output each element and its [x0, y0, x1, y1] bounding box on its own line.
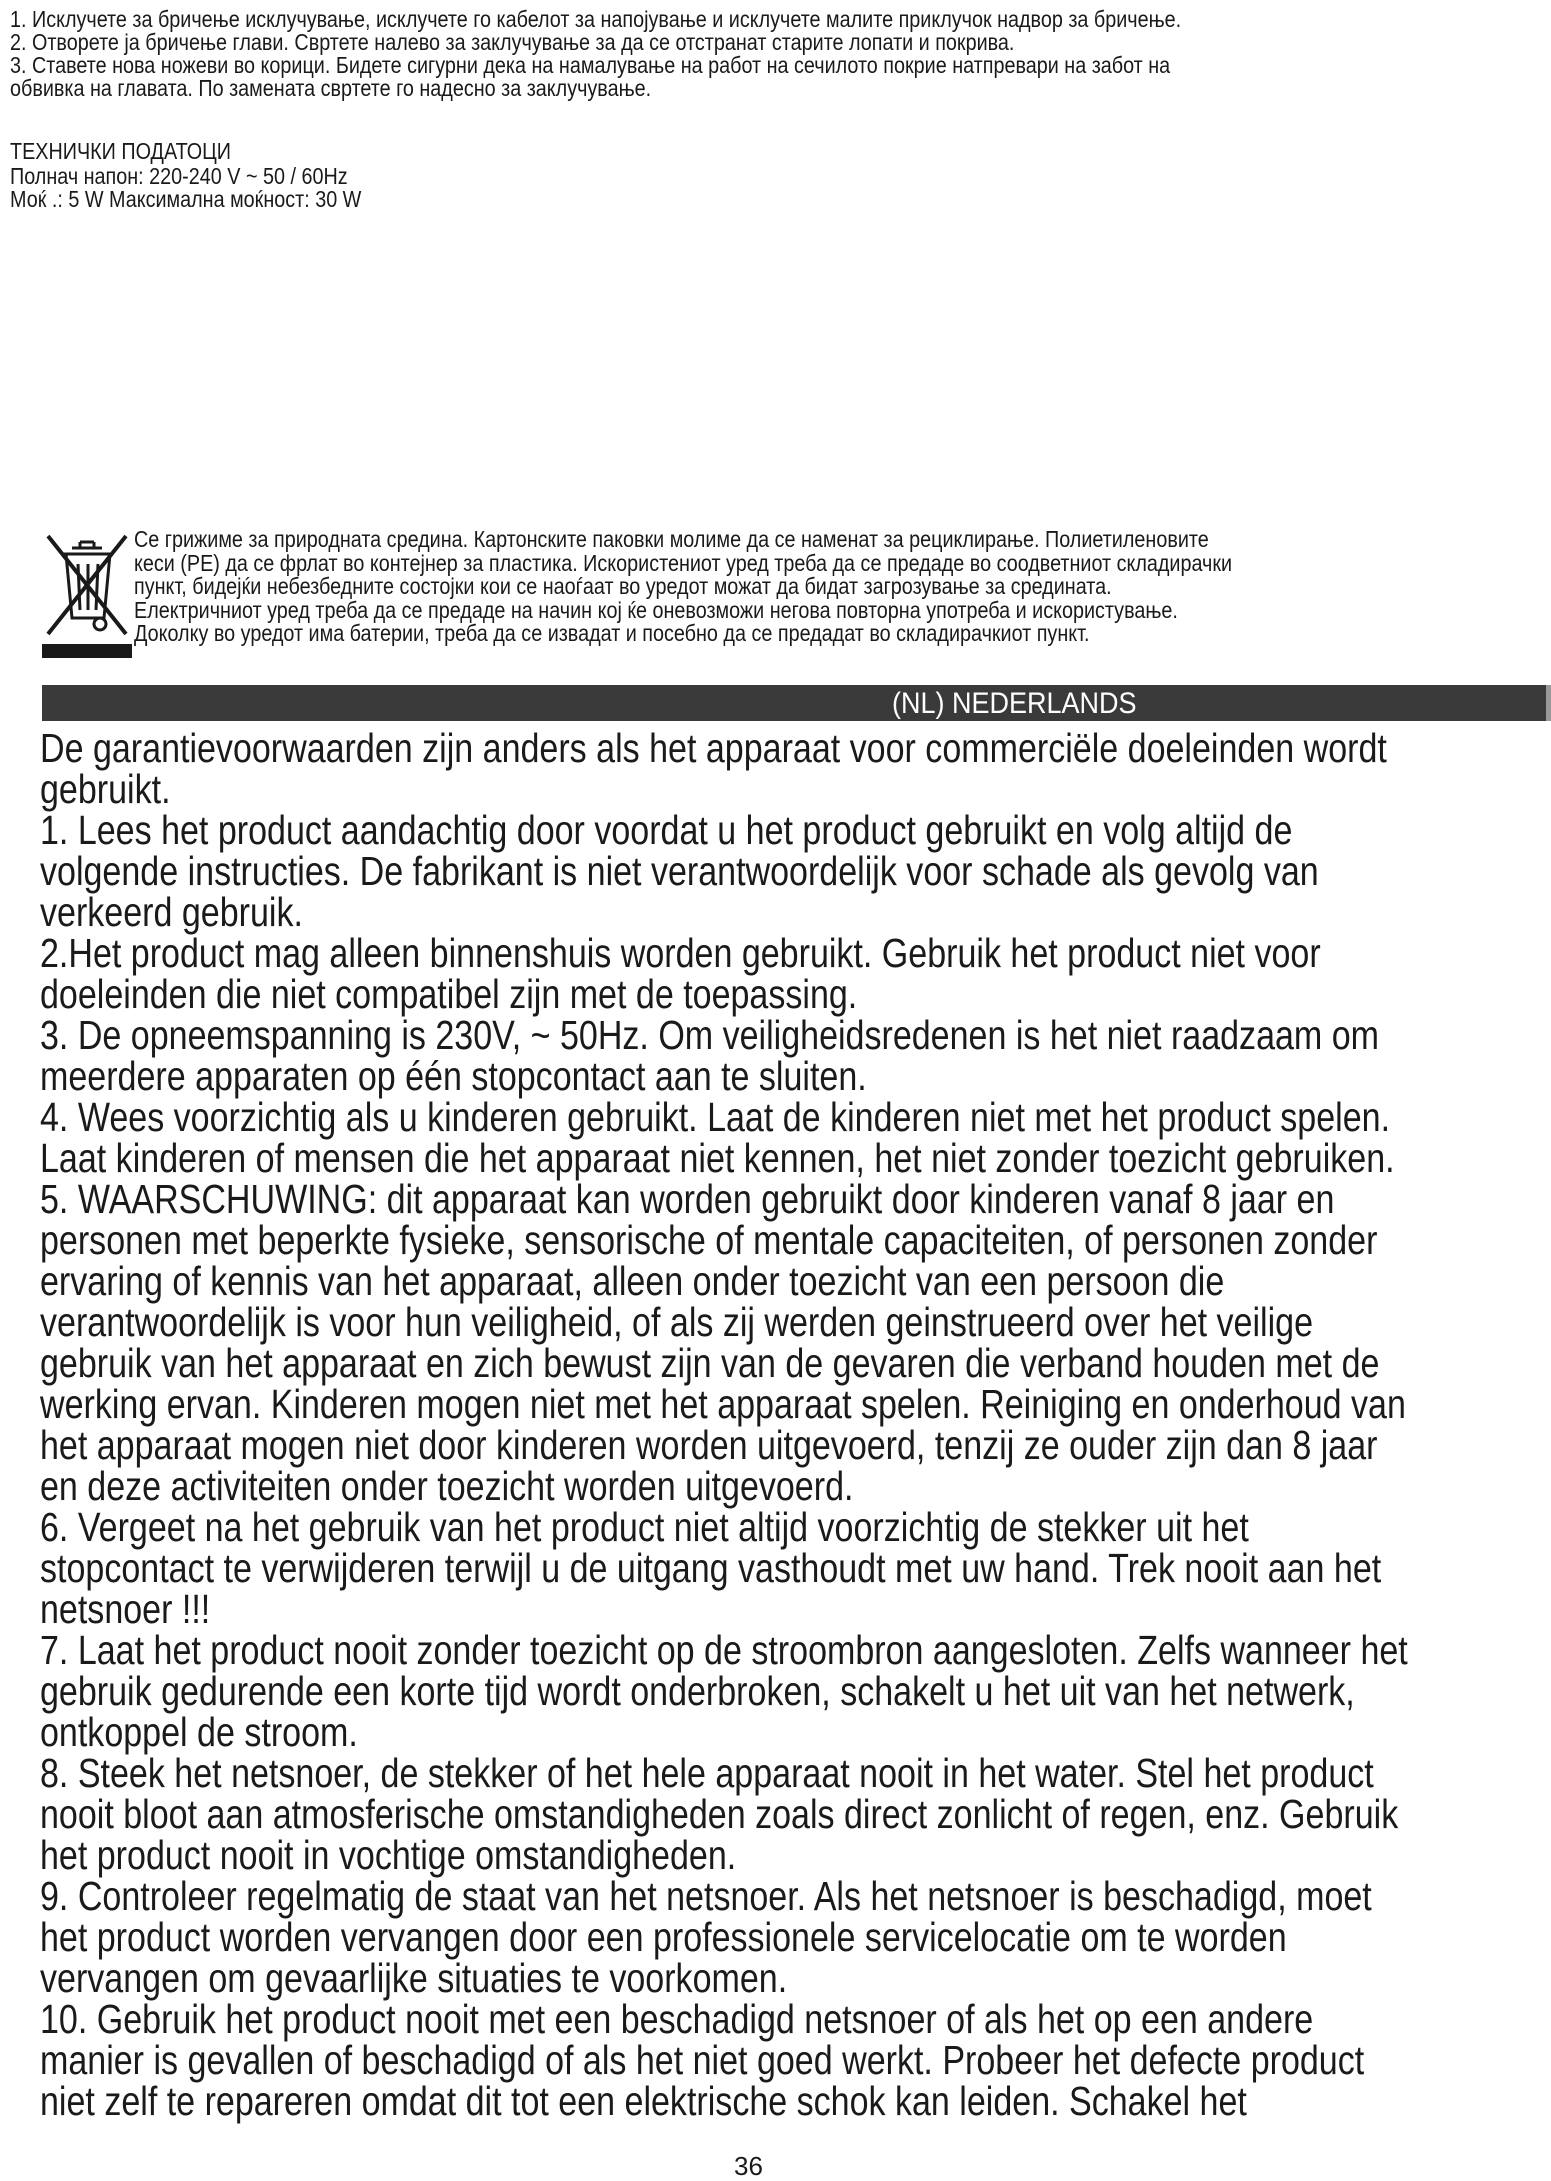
spec-line: Полнач напон: 220-240 V ~ 50 / 60Hz — [10, 163, 348, 189]
mk-instruction-line: обвивка на главата. По замената свртете го надесно за заклучување. — [10, 75, 652, 101]
nl-line: het product nooit in vochtige omstandigheden. — [40, 1832, 737, 1878]
mk-instruction-line: 3. Ставете нова ножеви во корици. Бидете сигурни дека на намалување на работ на сечилото покрие натпревари на забот на — [10, 52, 1171, 78]
recycling-line: пункт, бидејќи небезбедните состојки кои се наоѓаат во уредот можат да бидат загрозување за средината. — [134, 573, 1112, 600]
nl-line: gebruik gedurende een korte tijd wordt onderbroken, schakelt u het uit van het netwerk, — [40, 1668, 1355, 1714]
nl-line: het product worden vervangen door een professionele servicelocatie om te worden — [40, 1914, 1287, 1960]
nl-line: 9. Controleer regelmatig de staat van het netsnoer. Als het netsnoer is beschadigd, moet — [40, 1873, 1372, 1919]
nl-line: werking ervan. Kinderen mogen niet met het apparaat spelen. Reiniging en onderhoud van — [40, 1381, 1406, 1427]
language-title: (NL) NEDERLANDS — [892, 687, 1137, 720]
mk-technical-data — [10, 140, 1510, 211]
nl-line: ervaring of kennis van het apparaat, alleen onder toezicht van een persoon die — [40, 1258, 1225, 1304]
nl-line: 10. Gebruik het product nooit met een beschadigd netsnoer of als het op een andere — [40, 1996, 1314, 2042]
nl-line: gebruikt. — [40, 766, 171, 812]
bin-underline-bar — [42, 644, 132, 658]
nl-instructions-body — [40, 725, 1540, 2124]
mk-instruction-line: 1. Исклучете за бричење исклучување, исклучете го кабелот за напојување и исклучете малите приклучок надвор за бричење. — [10, 6, 1182, 32]
nl-line: 7. Laat het product nooit zonder toezicht op de stroombron aangesloten. Zelfs wanneer het — [40, 1627, 1408, 1673]
recycling-line: Електричниот уред треба да се предаде на начин кој ќе оневозможи негова повторна употреба и искористување. — [134, 596, 1178, 623]
nl-line: 1. Lees het product aandachtig door voordat u het product gebruikt en volg altijd de — [40, 807, 1293, 853]
crossed-out-wheelie-bin-icon — [42, 530, 132, 640]
language-section-header — [42, 685, 1551, 721]
nl-line: 8. Steek het netsnoer, de stekker of het hele apparaat nooit in het water. Stel het product — [40, 1750, 1374, 1796]
recycling-line: Се грижиме за природната средина. Картонските паковки молиме да се наменат за рециклирање. Полиетиленовите — [134, 526, 1209, 552]
nl-line: verantwoordelijk is voor hun veiligheid, of als zij werden geinstrueerd over het veilige — [40, 1299, 1314, 1345]
spec-line: Моќ .: 5 W Максимална моќност: 30 W — [10, 186, 362, 212]
nl-line: doeleinden die niet compatibel zijn met de toepassing. — [40, 971, 858, 1017]
spec-heading: ТЕХНИЧКИ ПОДАТОЦИ — [10, 138, 232, 164]
mk-instruction-line: 2. Отворете ја бричење глави. Свртете налево за заклучување за да се отстранат старите лопати и покрива. — [10, 29, 1015, 55]
nl-line: 3. De opneemspanning is 230V, ~ 50Hz. Om veiligheidsredenen is het niet raadzaam om — [40, 1012, 1380, 1058]
nl-line: het apparaat mogen niet door kinderen worden uitgevoerd, tenzij ze ouder zijn dan 8 jaar — [40, 1422, 1378, 1468]
mk-instructions — [10, 8, 1510, 100]
recycling-text — [134, 528, 1411, 646]
nl-line: ontkoppel de stroom. — [40, 1709, 358, 1755]
recycling-line: кеси (PE) да се фрлат во контејнер за пластика. Искористениот уред треба да се предаде во соодветниот складирачки — [134, 549, 1233, 576]
nl-line: volgende instructies. De fabrikant is niet verantwoordelijk voor schade als gevolg van — [40, 848, 1319, 894]
page-number: 36 — [734, 2151, 763, 2181]
nl-line: 4. Wees voorzichtig als u kinderen gebruikt. Laat de kinderen niet met het product spelen. — [40, 1094, 1391, 1140]
nl-line: manier is gevallen of beschadigd of als het niet goed werkt. Probeer het defecte product — [40, 2037, 1365, 2083]
nl-line: 2.Het product mag alleen binnenshuis worden gebruikt. Gebruik het product niet voor — [40, 930, 1321, 976]
nl-line: vervangen om gevaarlijke situaties te voorkomen. — [40, 1955, 788, 2001]
nl-line: Laat kinderen of mensen die het apparaat niet kennen, het niet zonder toezicht gebruiken. — [40, 1135, 1395, 1181]
recycling-line: Доколку во уредот има батерии, треба да се извадат и посебно да се предадат во складирачкиот пункт. — [134, 620, 1090, 647]
nl-line: 5. WAARSCHUWING: dit apparaat kan worden gebruikt door kinderen vanaf 8 jaar en — [40, 1176, 1335, 1222]
nl-line: niet zelf te repareren omdat dit tot een elektrische schok kan leiden. Schakel het — [40, 2078, 1247, 2124]
nl-line: personen met beperkte fysieke, sensorische of mentale capaciteiten, of personen zonder — [40, 1217, 1378, 1263]
recycling-notice — [42, 528, 1522, 666]
nl-line: nooit bloot aan atmosferische omstandigheden zoals direct zonlicht of regen, enz. Gebruik — [40, 1791, 1399, 1837]
nl-line: 6. Vergeet na het gebruik van het product niet altijd voorzichtig de stekker uit het — [40, 1504, 1249, 1550]
nl-line: gebruik van het apparaat en zich bewust zijn van de gevaren die verband houden met de — [40, 1340, 1380, 1386]
nl-line: stopcontact te verwijderen terwijl u de uitgang vasthoudt met uw hand. Trek nooit aan het — [40, 1545, 1382, 1591]
nl-line: verkeerd gebruik. — [40, 889, 303, 935]
nl-line: De garantievoorwaarden zijn anders als het apparaat voor commerciële doeleinden wordt — [40, 725, 1387, 771]
nl-line: en deze activiteiten onder toezicht worden uitgevoerd. — [40, 1463, 854, 1509]
nl-line: netsnoer !!! — [40, 1586, 211, 1632]
nl-line: meerdere apparaten op één stopcontact aan te sluiten. — [40, 1053, 867, 1099]
